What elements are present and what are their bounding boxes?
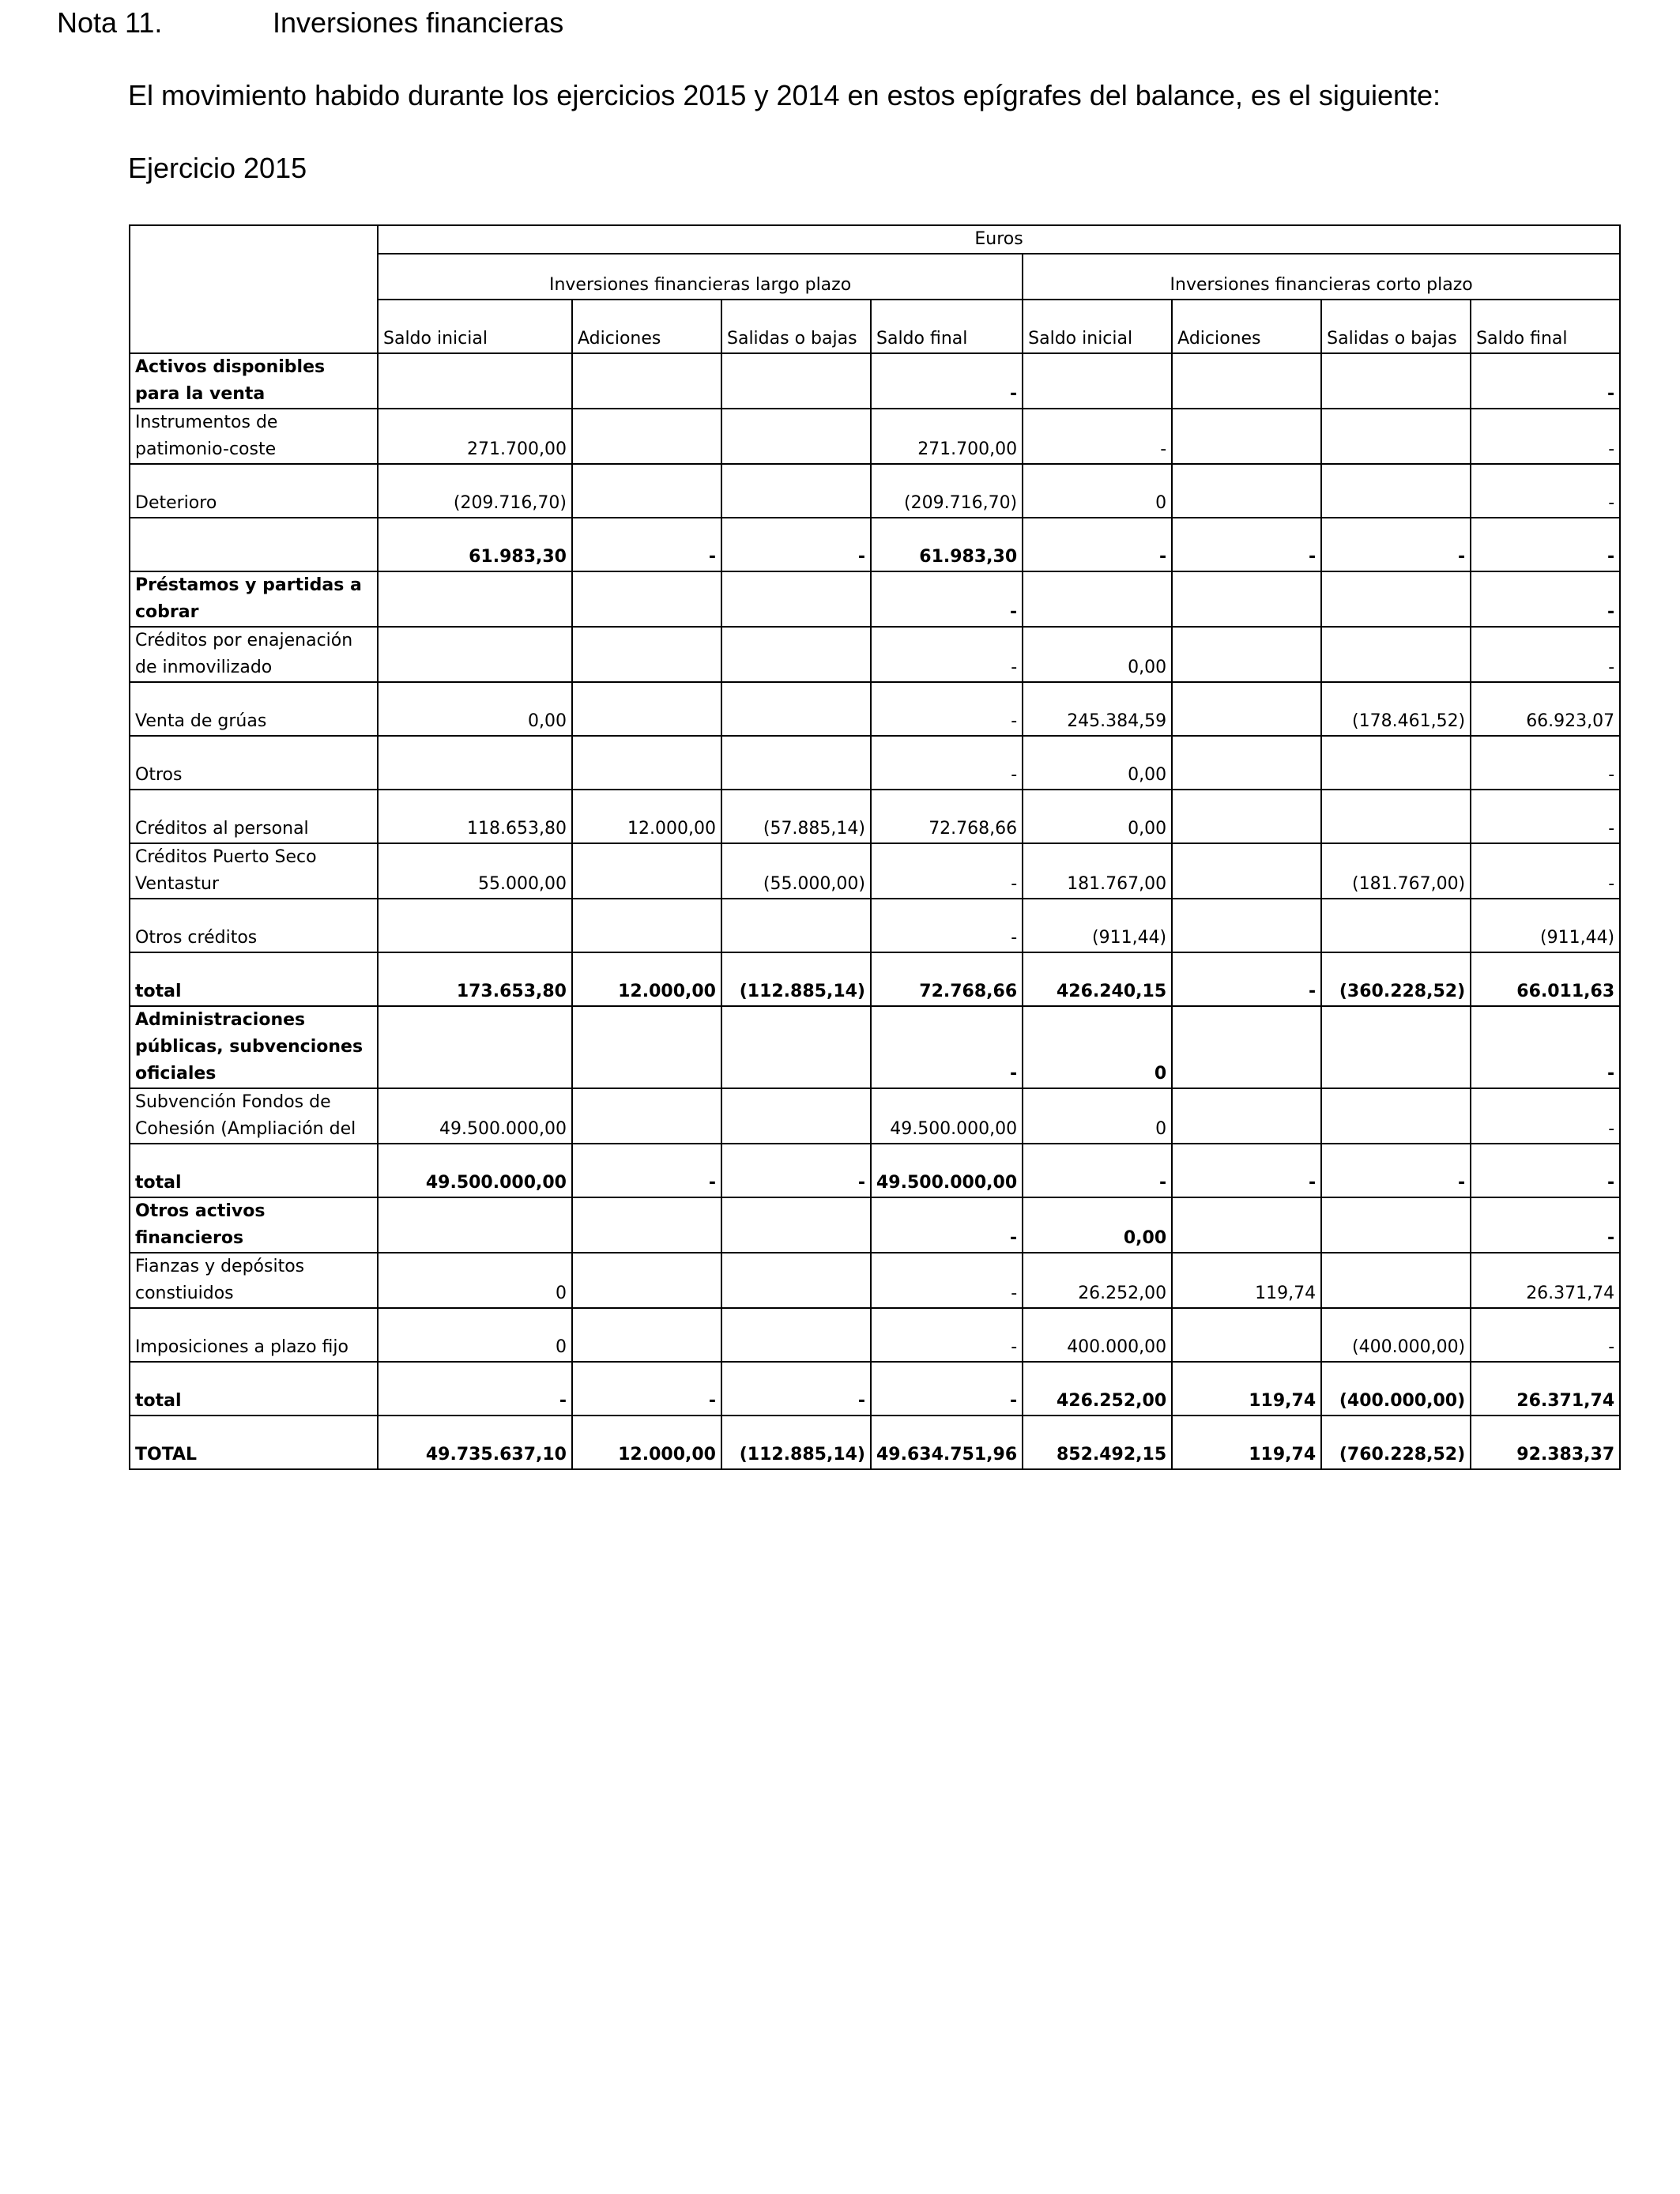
table-cell [721,409,871,464]
table-cell: 0 [1023,464,1172,518]
exercise-heading: Ejercicio 2015 [128,152,307,184]
table-cell [572,409,721,464]
table-cell [1172,843,1321,899]
table-cell: 72.768,66 [871,790,1023,843]
row-label: Subvención Fondos de Cohesión (Ampliación del [130,1088,378,1144]
table-cell [378,627,572,682]
table-cell [572,682,721,736]
table-row [130,353,1620,409]
table-cell: (112.885,14) [721,1416,871,1469]
column-header: Adiciones [572,300,721,353]
table-row [130,1197,1620,1253]
table-cell: - [1471,790,1620,843]
table-row [130,409,1620,464]
table-cell [572,1088,721,1144]
note-number: Nota 11. [57,6,163,39]
row-label: Instrumentos de patimonio-coste [130,409,378,464]
table-cell: 26.371,74 [1471,1362,1620,1416]
group-header-short-term: Inversiones financieras corto plazo [1023,254,1620,300]
table-cell: (181.767,00) [1321,843,1471,899]
note-title: Inversiones financieras [273,6,564,39]
table-cell [572,843,721,899]
table-cell: - [1321,1144,1471,1197]
table-cell: 119,74 [1172,1253,1321,1308]
table-cell [721,1197,871,1253]
table-cell [572,571,721,627]
table-cell: 0,00 [1023,1197,1172,1253]
table-cell: - [1471,409,1620,464]
table-cell [1172,1006,1321,1088]
table-cell [1172,627,1321,682]
table-cell: 181.767,00 [1023,843,1172,899]
row-label: TOTAL [130,1416,378,1469]
table-cell: 0 [378,1308,572,1362]
table-cell [1172,790,1321,843]
table-cell: - [871,353,1023,409]
table-cell: - [1471,518,1620,571]
table-cell: 0,00 [378,682,572,736]
table-row [130,627,1620,682]
table-cell: 426.252,00 [1023,1362,1172,1416]
intro-text: El movimiento habido durante los ejercicios 2015 y 2014 en estos epígrafes del balance, es el siguiente: [128,79,1441,111]
table-cell: 271.700,00 [871,409,1023,464]
table-cell: 66.923,07 [1471,682,1620,736]
table-cell: - [1321,518,1471,571]
table-row [130,843,1620,899]
table-cell: 49.500.000,00 [378,1088,572,1144]
table-cell: (209.716,70) [871,464,1023,518]
table-cell: 0,00 [1023,736,1172,790]
table-cell: - [721,518,871,571]
table-cell: 0,00 [1023,627,1172,682]
table-cell [1321,409,1471,464]
table-cell: 0 [378,1253,572,1308]
row-label [130,518,378,571]
table-cell: - [378,1362,572,1416]
table-row [130,1416,1620,1469]
row-label: total [130,1144,378,1197]
table-cell [378,1006,572,1088]
table-cell: - [721,1144,871,1197]
table-cell: 49.500.000,00 [871,1144,1023,1197]
table-cell: 119,74 [1172,1362,1321,1416]
table-cell [721,1253,871,1308]
table-cell [378,736,572,790]
table-cell: - [871,571,1023,627]
table-cell: - [871,1362,1023,1416]
table-cell: - [1023,518,1172,571]
investments-table [129,224,1621,1470]
table-cell [572,1308,721,1362]
table-cell [572,464,721,518]
table-cell [1172,409,1321,464]
table-cell [1321,571,1471,627]
row-label: Créditos Puerto Seco Ventastur [130,843,378,899]
table-cell [1321,1197,1471,1253]
row-label: Créditos por enajenación de inmovilizado [130,627,378,682]
table-cell: - [572,1144,721,1197]
table-cell: - [1172,1144,1321,1197]
table-cell: 61.983,30 [378,518,572,571]
table-cell: 12.000,00 [572,952,721,1006]
table-cell [1321,736,1471,790]
table-cell [572,627,721,682]
table-cell [572,353,721,409]
table-cell: 426.240,15 [1023,952,1172,1006]
table-cell [721,1006,871,1088]
table-cell: 400.000,00 [1023,1308,1172,1362]
table-row [130,682,1620,736]
table-cell: - [1471,353,1620,409]
table-cell: 0,00 [1023,790,1172,843]
table-cell: - [871,736,1023,790]
row-label: Imposiciones a plazo fijo [130,1308,378,1362]
table-body [130,353,1620,1469]
table-cell [1321,899,1471,952]
table-cell: 12.000,00 [572,790,721,843]
table-row [130,736,1620,790]
table-cell: (760.228,52) [1321,1416,1471,1469]
table-cell: 61.983,30 [871,518,1023,571]
table-cell: - [1471,843,1620,899]
table-cell: - [871,843,1023,899]
table-cell: - [1471,1144,1620,1197]
table-cell: 55.000,00 [378,843,572,899]
currency-header: Euros [378,225,1620,254]
table-cell: - [871,1197,1023,1253]
table-cell [1321,627,1471,682]
table-cell [721,353,871,409]
table-cell [721,627,871,682]
row-label: Créditos al personal [130,790,378,843]
table-cell: 0 [1023,1088,1172,1144]
table-cell [378,353,572,409]
table-cell: (911,44) [1471,899,1620,952]
table-cell: - [1023,409,1172,464]
row-label: Activos disponibles para la venta [130,353,378,409]
table-cell: (55.000,00) [721,843,871,899]
table-cell [378,899,572,952]
table-row [130,464,1620,518]
table-cell: 49.735.637,10 [378,1416,572,1469]
table-cell [1172,464,1321,518]
row-label: Fianzas y depósitos constiuidos [130,1253,378,1308]
table-cell: 852.492,15 [1023,1416,1172,1469]
table-cell [1023,353,1172,409]
table-cell: 12.000,00 [572,1416,721,1469]
table-cell: 26.252,00 [1023,1253,1172,1308]
table-cell: - [871,1308,1023,1362]
table-cell: - [1471,464,1620,518]
table-cell: - [1471,627,1620,682]
table-cell [1172,682,1321,736]
table-row [130,1006,1620,1088]
table-cell [721,736,871,790]
table-cell [1172,353,1321,409]
table-cell: (209.716,70) [378,464,572,518]
table-cell [1172,571,1321,627]
table-cell: 173.653,80 [378,952,572,1006]
table-cell: 92.383,37 [1471,1416,1620,1469]
table-row [130,952,1620,1006]
table-cell: 271.700,00 [378,409,572,464]
table-row [130,790,1620,843]
table-cell [1172,1197,1321,1253]
row-label: Administraciones públicas, subvenciones oficiales [130,1006,378,1088]
row-label: Otros créditos [130,899,378,952]
table-cell: - [1471,736,1620,790]
table-cell: - [572,1362,721,1416]
table-row [130,1144,1620,1197]
table-cell [1172,899,1321,952]
row-label: Préstamos y partidas a cobrar [130,571,378,627]
table-cell: (112.885,14) [721,952,871,1006]
table-row [130,1253,1620,1308]
table-cell: 66.011,63 [1471,952,1620,1006]
group-header-long-term: Inversiones financieras largo plazo [378,254,1023,300]
table-row [130,1308,1620,1362]
table-cell [378,1197,572,1253]
table-cell: 245.384,59 [1023,682,1172,736]
table-cell [378,571,572,627]
table-cell [1172,1088,1321,1144]
table-row [130,899,1620,952]
column-header: Saldo inicial [378,300,572,353]
table-cell: - [721,1362,871,1416]
table-cell [572,1197,721,1253]
table-cell: 26.371,74 [1471,1253,1620,1308]
table-cell: 0 [1023,1006,1172,1088]
column-header: Salidas o bajas [721,300,871,353]
table-cell: - [1471,571,1620,627]
table-cell: 119,74 [1172,1416,1321,1469]
table-cell: (400.000,00) [1321,1362,1471,1416]
table-cell [721,464,871,518]
table-cell: - [1471,1088,1620,1144]
table-cell: - [871,627,1023,682]
column-header: Salidas o bajas [1321,300,1471,353]
table-row [130,1362,1620,1416]
table-cell [1321,464,1471,518]
table-cell [1321,353,1471,409]
table-cell [1172,1308,1321,1362]
table-cell [572,899,721,952]
table-cell [721,571,871,627]
table-cell: - [1471,1197,1620,1253]
table-cell [721,682,871,736]
table-cell: 49.500.000,00 [378,1144,572,1197]
table-cell [721,899,871,952]
table-cell: (178.461,52) [1321,682,1471,736]
header-corner-cell [130,225,378,353]
table-cell: - [1471,1308,1620,1362]
table-cell [1321,790,1471,843]
table-cell: (360.228,52) [1321,952,1471,1006]
table-cell: - [1471,1006,1620,1088]
table-cell [1321,1088,1471,1144]
table-cell [721,1308,871,1362]
table-cell: - [1023,1144,1172,1197]
table-cell [721,1088,871,1144]
table-cell: - [871,682,1023,736]
table-cell: - [871,1006,1023,1088]
column-header: Saldo inicial [1023,300,1172,353]
table-row [130,571,1620,627]
row-label: Venta de grúas [130,682,378,736]
table-cell: (57.885,14) [721,790,871,843]
table-cell [1321,1006,1471,1088]
table-cell: (400.000,00) [1321,1308,1471,1362]
table-cell: 49.500.000,00 [871,1088,1023,1144]
table-cell: 72.768,66 [871,952,1023,1006]
table-cell [572,736,721,790]
table-cell: (911,44) [1023,899,1172,952]
table-cell: - [1172,952,1321,1006]
table-cell: 118.653,80 [378,790,572,843]
table-cell: - [572,518,721,571]
row-label: Otros [130,736,378,790]
column-header: Saldo final [1471,300,1620,353]
column-header: Adiciones [1172,300,1321,353]
table-cell [572,1253,721,1308]
table-cell: 49.634.751,96 [871,1416,1023,1469]
table-cell [572,1006,721,1088]
table-cell: - [1172,518,1321,571]
row-label: total [130,952,378,1006]
table-row [130,1088,1620,1144]
row-label: Otros activos financieros [130,1197,378,1253]
table-row [130,518,1620,571]
table-cell [1023,571,1172,627]
row-label: total [130,1362,378,1416]
table-cell: - [871,899,1023,952]
column-header: Saldo final [871,300,1023,353]
row-label: Deterioro [130,464,378,518]
table-cell [1321,1253,1471,1308]
table-cell [1172,736,1321,790]
table-cell: - [871,1253,1023,1308]
